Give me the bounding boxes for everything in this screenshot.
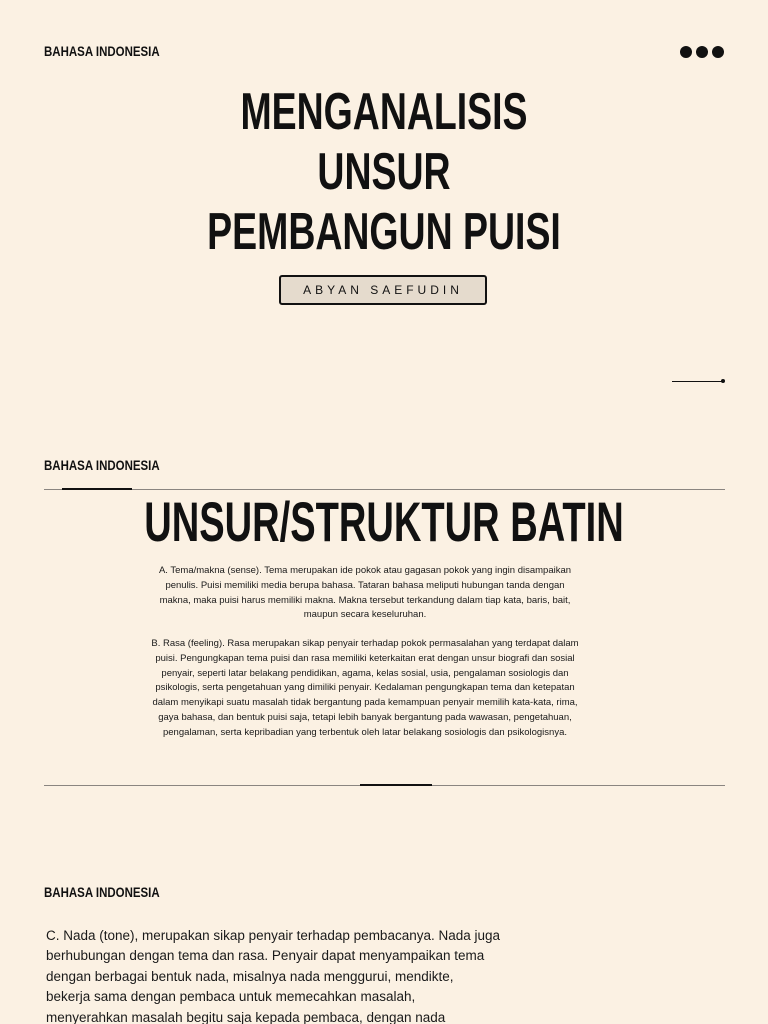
author-badge: ABYAN SAEFUDIN	[279, 275, 487, 305]
page2-title: UNSUR/STRUKTUR BATIN	[144, 490, 624, 553]
cover-title-line: UNSUR	[317, 143, 451, 201]
divider-accent	[360, 784, 432, 786]
paragraph-rasa: B. Rasa (feeling). Rasa merupakan sikap penyair terhadap pokok permasalahan yang terdapat dalam puisi. Pengungkapan tema puisi dan rasa memiliki keterkaitan erat dengan unsur biografi dan sosial penyair, seperti latar belakang pendidikan, agama, kelas sosial, usia, pengalaman sosiologis dan psikologis, serta pengetahuan yang dimiliki penyair. Kedalaman pengungkapan tema dan ketepatan dalam menyikapi suatu masalah tidak bergantung pada kemampuan penyair memilih kata-kata, rima, gaya bahasa, dan bentuk puisi saja, tetapi lebih banyak bergantung pada wawasan, pengetahuan, pengalaman, serta kepribadian yang terbentuk oleh latar belakang sosiologis dan psikologisnya.	[151, 638, 579, 738]
page2-section-label: BAHASA INDONESIA	[44, 457, 160, 473]
divider	[44, 785, 725, 786]
arrow-line-icon	[672, 381, 724, 382]
paragraph-tema: A. Tema/makna (sense). Tema merupakan ide pokok atau gagasan pokok yang ingin disampaikan penulis. Puisi memiliki media berupa bahasa. Tataran bahasa meliputi hubungan tanda dengan makna, maka puisi harus memiliki makna. Makna tersebut terkandung dalam tiap kata, baris, bait, maupun secara keseluruhan.	[158, 565, 572, 621]
paragraph-line: dengan berbagai bentuk nada, misalnya nada menggurui, mendikte,	[46, 968, 454, 984]
dot-icon	[696, 46, 708, 58]
cover-title-line: MENGANALISIS	[240, 83, 528, 141]
page3-section-label: BAHASA INDONESIA	[44, 884, 160, 900]
paragraph-nada	[46, 926, 566, 1024]
dot-icon	[712, 46, 724, 58]
paragraph-line: menyerahkan masalah begitu saja kepada pembaca, dengan nada	[46, 1009, 446, 1024]
more-options-icon	[680, 46, 724, 58]
cover-title	[108, 82, 661, 262]
paragraph-line: C. Nada (tone), merupakan sikap penyair terhadap pembacanya. Nada juga	[46, 928, 501, 943]
dot-icon	[680, 46, 692, 58]
cover-title-line: PEMBANGUN PUISI	[207, 203, 561, 261]
divider-accent	[62, 488, 132, 490]
cover-section-label: BAHASA INDONESIA	[44, 43, 160, 59]
paragraph-line: bekerja sama dengan pembaca untuk memecahkan masalah,	[46, 989, 416, 1005]
paragraph-line: berhubungan dengan tema dan rasa. Penyair dapat menyampaikan tema	[46, 948, 485, 964]
